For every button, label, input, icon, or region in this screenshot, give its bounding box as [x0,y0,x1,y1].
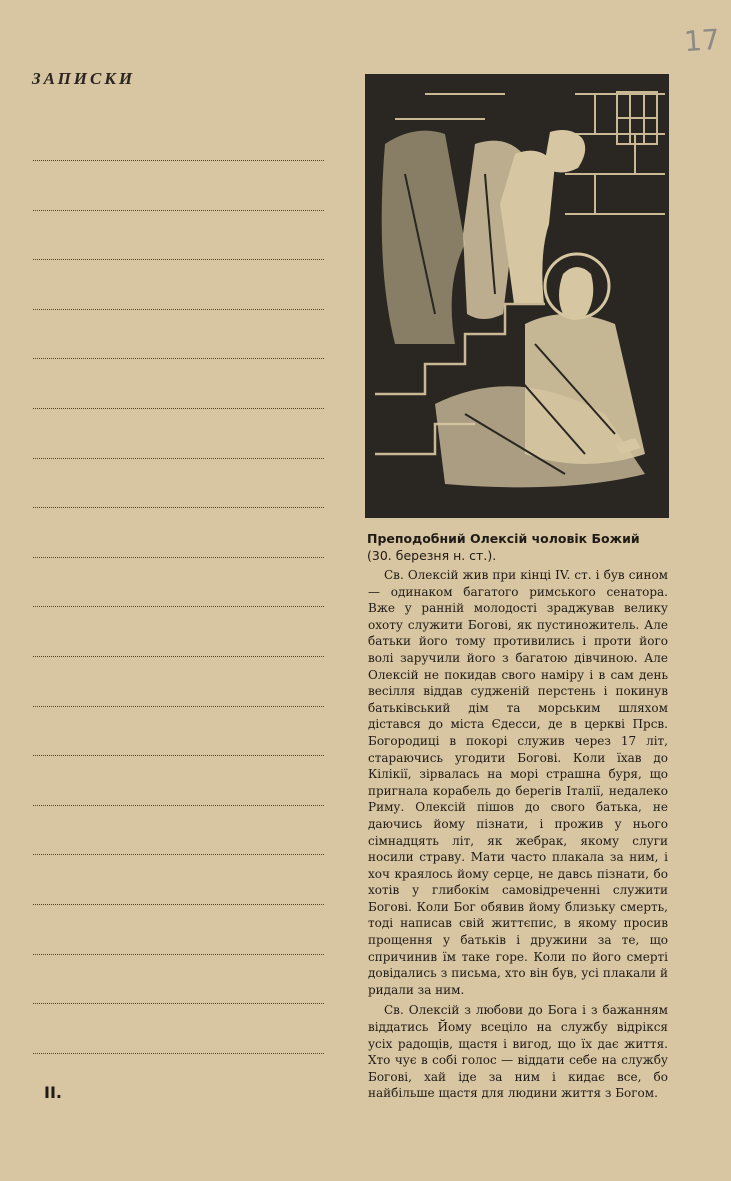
notes-line [33,507,324,508]
notes-line [33,606,324,607]
notes-line [33,755,324,756]
notes-line [33,854,324,855]
notes-line [33,1003,324,1004]
notes-line [33,210,324,211]
handwritten-page-number: 17 [682,22,721,59]
notes-line [33,358,324,359]
article-paragraph-2: Св. Олексій з любови до Бога і з бажанням віддатись Йому всецiло на службу відрікся усіх радощів, щастя і вигод, що їх дає життя. Хто чує в собі голос — віддати себе на службу Богові, хай іде за ним і кидає все, бо найбільше щастя для людини життя з Богом. [368,1003,668,1101]
article-body [368,567,668,1106]
caption-title: Преподобний Олексій чоловік Божий [367,531,640,546]
notes-line [33,259,324,260]
article-paragraph-1: Св. Олексій жив при кінці IV. ст. і був сином — одинаком багатого римського сенатора. Вже у ранній молодості зраджував велику охоту служити Богові, як пустиножитель. Але батьки його тому противились і проти його волі заручили його з багатою дівчиною. Але Олексій не покидав свого наміру і в сам день весілля віддав судженій перстень і покинув батьківський дім та морським шляхом дістався до міста Єдесси, де в церкві Прсв. Богородиці в покорі служив через 17 літ, стараючись угодити Богові. Коли їхав до Кілікії, зірвалась на морі страшна буря, що пригнала корабель до берегів Італії, недалеко Риму. Олексій пішов до свого батька, не даючись йому пізнати, і прожив у нього сімнадцять літ, як жебрак, якому слуги носили страву. Мати часто плакала за ним, і хоч краялось йому серце, не давсь пізнати, бо хотів у глибокім самовідреченні служити Богові. Коли Бог обявив йому близьку смерть, тоді написав свій життєпис, в якому просив прощення у батьків і дружини за те, що спричинив їм таке горе. Коли по його смерті довідались з письма, хто він був, усі плакали й ридали за ним. [368,568,668,997]
notes-line [33,160,324,161]
notes-heading: ЗАПИСКИ [32,69,136,88]
notes-line [33,557,324,558]
caption-date: (30. березня н. ст.). [367,548,497,563]
illustration-caption [367,530,668,564]
notes-line [33,1053,324,1054]
notes-line [33,458,324,459]
notes-line [33,706,324,707]
footer-signature: II. [44,1083,62,1102]
notes-line [33,904,324,905]
woodcut-saint-alexius-illustration [365,74,669,518]
notes-line [33,656,324,657]
notes-line [33,309,324,310]
notes-line [33,805,324,806]
notes-line [33,954,324,955]
notes-line [33,408,324,409]
